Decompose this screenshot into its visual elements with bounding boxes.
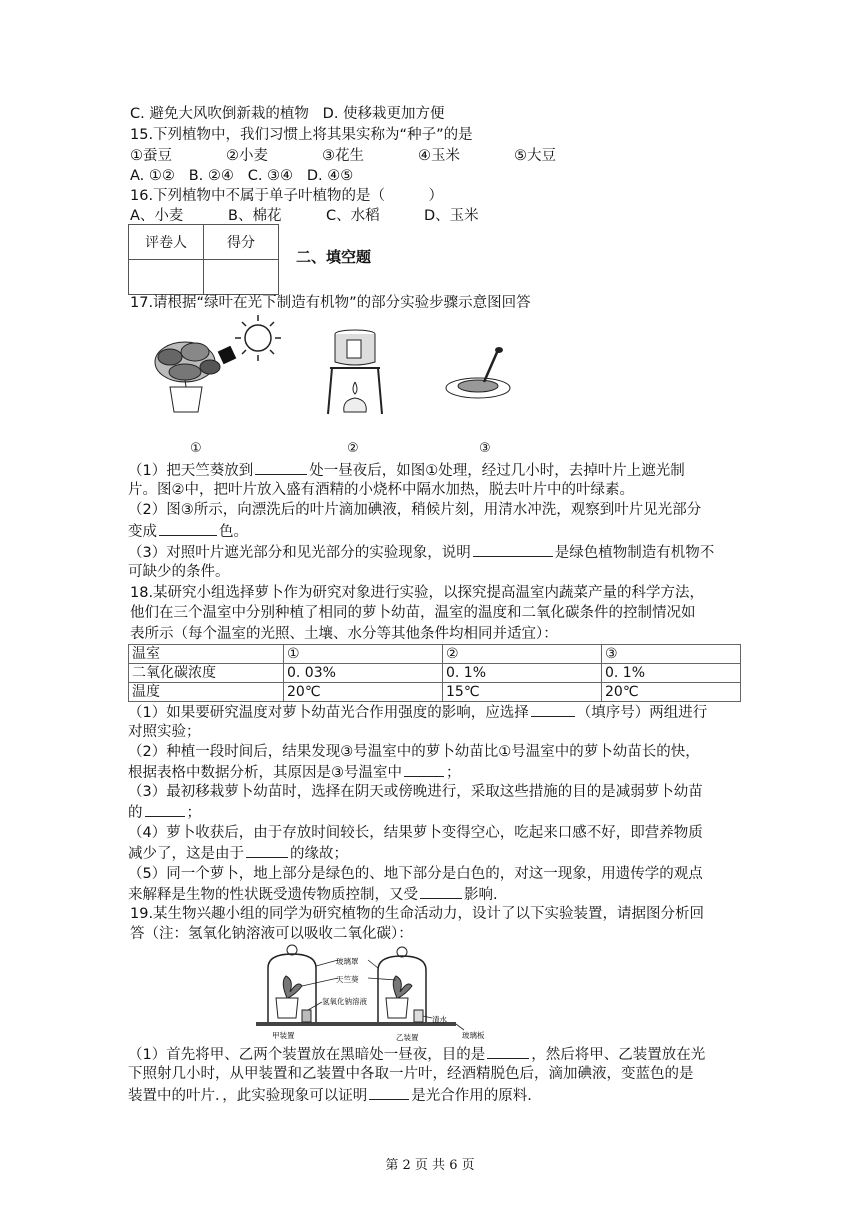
- alcohol-lamp-icon: [344, 382, 367, 412]
- q18-sub3-line2: 的 ；: [128, 802, 201, 823]
- q15-item: ②小麦: [226, 148, 268, 164]
- answer-blank[interactable]: [473, 542, 553, 557]
- reviewer-cell[interactable]: [129, 260, 204, 295]
- section-title: 二、填空题: [296, 248, 372, 266]
- q15-option-b: B. ②④: [188, 168, 234, 184]
- water-bath-figure: [320, 326, 390, 418]
- answer-blank[interactable]: [159, 521, 217, 536]
- q18-sub5-line1: （5）同一个萝卜，地上部分是绿色的、地下部分是白色的，对这一现象，用遗传学的观点: [128, 866, 703, 882]
- table-cell: 温度: [129, 683, 284, 702]
- q18-sub1-line1: （1）如果要研究温度对萝卜幼苗光合作用强度的影响，应选择 （填序号）两组进行: [128, 702, 707, 723]
- q19-sub1-line3: 装置中的叶片．，此实验现象可以证明 是光合作用的原料.: [128, 1085, 532, 1106]
- q18-sub3-line1: （3）最初移栽萝卜幼苗时，选择在阴天或傍晚进行，采取这些措施的目的是减弱萝卜幼苗: [128, 784, 703, 800]
- petri-dish-icon: [446, 378, 510, 398]
- bell-jar-experiment-figure: [250, 940, 520, 1044]
- answer-blank[interactable]: [404, 762, 444, 777]
- table-cell: 0. 03%: [284, 664, 443, 683]
- figure-label-1: ①: [190, 441, 202, 456]
- q15-option-a: A. ①②: [130, 168, 175, 184]
- q19-stem-line1: 19.某生物兴趣小组的同学为研究植物的生命活动力，设计了以下实验装置，请据图分析回: [130, 906, 705, 922]
- q14-options: [130, 104, 445, 124]
- q15-item: ③花生: [322, 148, 364, 164]
- reviewer-header: 评卷人: [129, 225, 204, 260]
- q17-sub3-line2: 可缺少的条件。: [128, 564, 230, 580]
- page-footer: 第 2 页 共 6 页: [385, 1158, 475, 1173]
- figure-label-2: ②: [347, 441, 359, 456]
- q15-options: [130, 166, 353, 186]
- q17-stem: 17.请根据“绿叶在光下制造有机物”的部分实验步骤示意图回答: [130, 295, 531, 311]
- q18-sub2-line1: （2）种植一段时间后，结果发现③号温室中的萝卜幼苗比①号温室中的萝卜幼苗长的快，: [128, 744, 700, 760]
- q16-stem: 16.下列植物中不属于单子叶植物的是（ ）: [130, 188, 444, 204]
- label-plant: 天竺葵: [336, 975, 359, 984]
- q15-option-c: C. ③④: [247, 168, 294, 184]
- glass-plate: [256, 1022, 456, 1026]
- table-cell: 20℃: [284, 683, 443, 702]
- sun-icon: [235, 315, 281, 361]
- label-glass-plate: 玻璃板: [462, 1031, 485, 1040]
- q18-sub1-line2: 对照实验；: [128, 724, 201, 740]
- iodine-drop-figure: [440, 346, 520, 406]
- q17-sub2-line2: 变成 色。: [128, 521, 248, 542]
- table-cell: 温室: [129, 645, 284, 664]
- q16-option-b: B、棉花: [228, 208, 282, 224]
- score-header: 得分: [204, 225, 279, 260]
- q17-sub1-line2: 片。图②中，把叶片放入盛有酒精的小烧杯中隔水加热，脱去叶片中的叶绿素。: [128, 482, 634, 498]
- q17-sub2-line1: （2）图③所示，向漂洗后的叶片滴加碘液，稍候片刻，用清水冲洗，观察到叶片见光部分: [128, 502, 702, 518]
- table-cell: ①: [284, 645, 443, 664]
- score-cell[interactable]: [204, 260, 279, 295]
- answer-blank[interactable]: [531, 702, 575, 717]
- answer-blank[interactable]: [246, 843, 288, 858]
- q18-stem-line3: 表所示（每个温室的光照、土壤、水分等其他条件均相同并适宜）：: [130, 626, 558, 642]
- table-cell: 20℃: [602, 683, 741, 702]
- table-cell: 0. 1%: [602, 664, 741, 683]
- figure-label-3: ③: [479, 441, 491, 456]
- q15-item: ④玉米: [418, 148, 460, 164]
- bell-jar-jia: [268, 945, 316, 1022]
- answer-blank[interactable]: [487, 1044, 529, 1059]
- q16-options: [130, 206, 479, 226]
- answer-blank[interactable]: [255, 460, 307, 475]
- table-row: [129, 664, 741, 683]
- q18-sub4-line2: 减少了，这是由于 的缘故；: [128, 843, 348, 864]
- q14-option-d: D. 使移栽更加方便: [322, 106, 445, 122]
- q18-stem-line2: 他们在三个温室中分别种植了相同的萝卜幼苗，温室的温度和二氧化碳条件的控制情况如: [130, 605, 696, 621]
- table-row: [129, 645, 741, 664]
- q15-stem: 15.下列植物中，我们习惯上将其果实称为“种子”的是: [130, 127, 473, 143]
- q15-option-d: D. ④⑤: [306, 168, 354, 184]
- q14-option-c: C. 避免大风吹倒新栽的植物: [130, 106, 309, 122]
- label-device-jia: 甲装置: [272, 1031, 295, 1040]
- dropper-icon: [484, 347, 503, 382]
- q19-sub1-line1: （1）首先将甲、乙两个装置放在黑暗处一昼夜，目的是 ，然后将甲、乙装置放在光: [128, 1044, 705, 1065]
- label-naoh: 氢氧化钠溶液: [322, 997, 367, 1006]
- label-device-yi: 乙装置: [396, 1033, 419, 1042]
- q16-option-d: D、玉米: [424, 208, 479, 224]
- q15-items: [130, 146, 556, 166]
- table-cell: 0. 1%: [443, 664, 602, 683]
- q17-sub3-line1: （3）对照叶片遮光部分和见光部分的实验现象，说明 是绿色植物制造有机物不: [128, 542, 714, 563]
- potted-plant-sun-figure: [140, 312, 290, 420]
- q16-option-a: A、小麦: [130, 208, 184, 224]
- q19-sub1-line2: 下照射几小时，从甲装置和乙装置中各取一片叶，经酒精脱色后，滴加碘液，变蓝色的是: [128, 1066, 694, 1082]
- q18-stem-line1: 18.某研究小组选择萝卜作为研究对象进行实验，以探究提高温室内蔬菜产量的科学方法，: [130, 585, 705, 601]
- greenhouse-table: [128, 644, 741, 702]
- q18-sub5-line2: 来解释是生物的性状既受遗传物质控制，又受 影响.: [128, 884, 498, 905]
- table-cell: 15℃: [443, 683, 602, 702]
- beaker-icon: [335, 330, 375, 365]
- q15-item: ①蚕豆: [130, 148, 172, 164]
- q18-sub2-line2: 根据表格中数据分析，其原因是③号温室中 ；: [128, 762, 461, 783]
- label-bell-jar: 玻璃罩: [336, 957, 359, 966]
- table-cell: ③: [602, 645, 741, 664]
- table-cell: 二氧化碳浓度: [129, 664, 284, 683]
- answer-blank[interactable]: [145, 802, 185, 817]
- answer-blank[interactable]: [420, 884, 462, 899]
- label-water: 清水: [432, 1015, 447, 1024]
- q15-item: ⑤大豆: [514, 148, 556, 164]
- bell-jar-yi: [378, 947, 426, 1022]
- q18-sub4-line1: （4）萝卜收获后，由于存放时间较长，结果萝卜变得空心，吃起来口感不好，即营养物质: [128, 825, 703, 841]
- q19-stem-line2: 答（注：氢氧化钠溶液可以吸收二氧化碳）：: [130, 926, 413, 942]
- q16-option-c: C、水稻: [326, 208, 380, 224]
- q17-sub1-line1: （1）把天竺葵放到 处一昼夜后，如图①处理，经过几小时，去掉叶片上遮光制: [128, 460, 685, 481]
- table-row: [129, 683, 741, 702]
- table-cell: ②: [443, 645, 602, 664]
- geranium-plant-icon: [155, 342, 236, 412]
- answer-blank[interactable]: [369, 1085, 409, 1100]
- score-table: [128, 224, 279, 295]
